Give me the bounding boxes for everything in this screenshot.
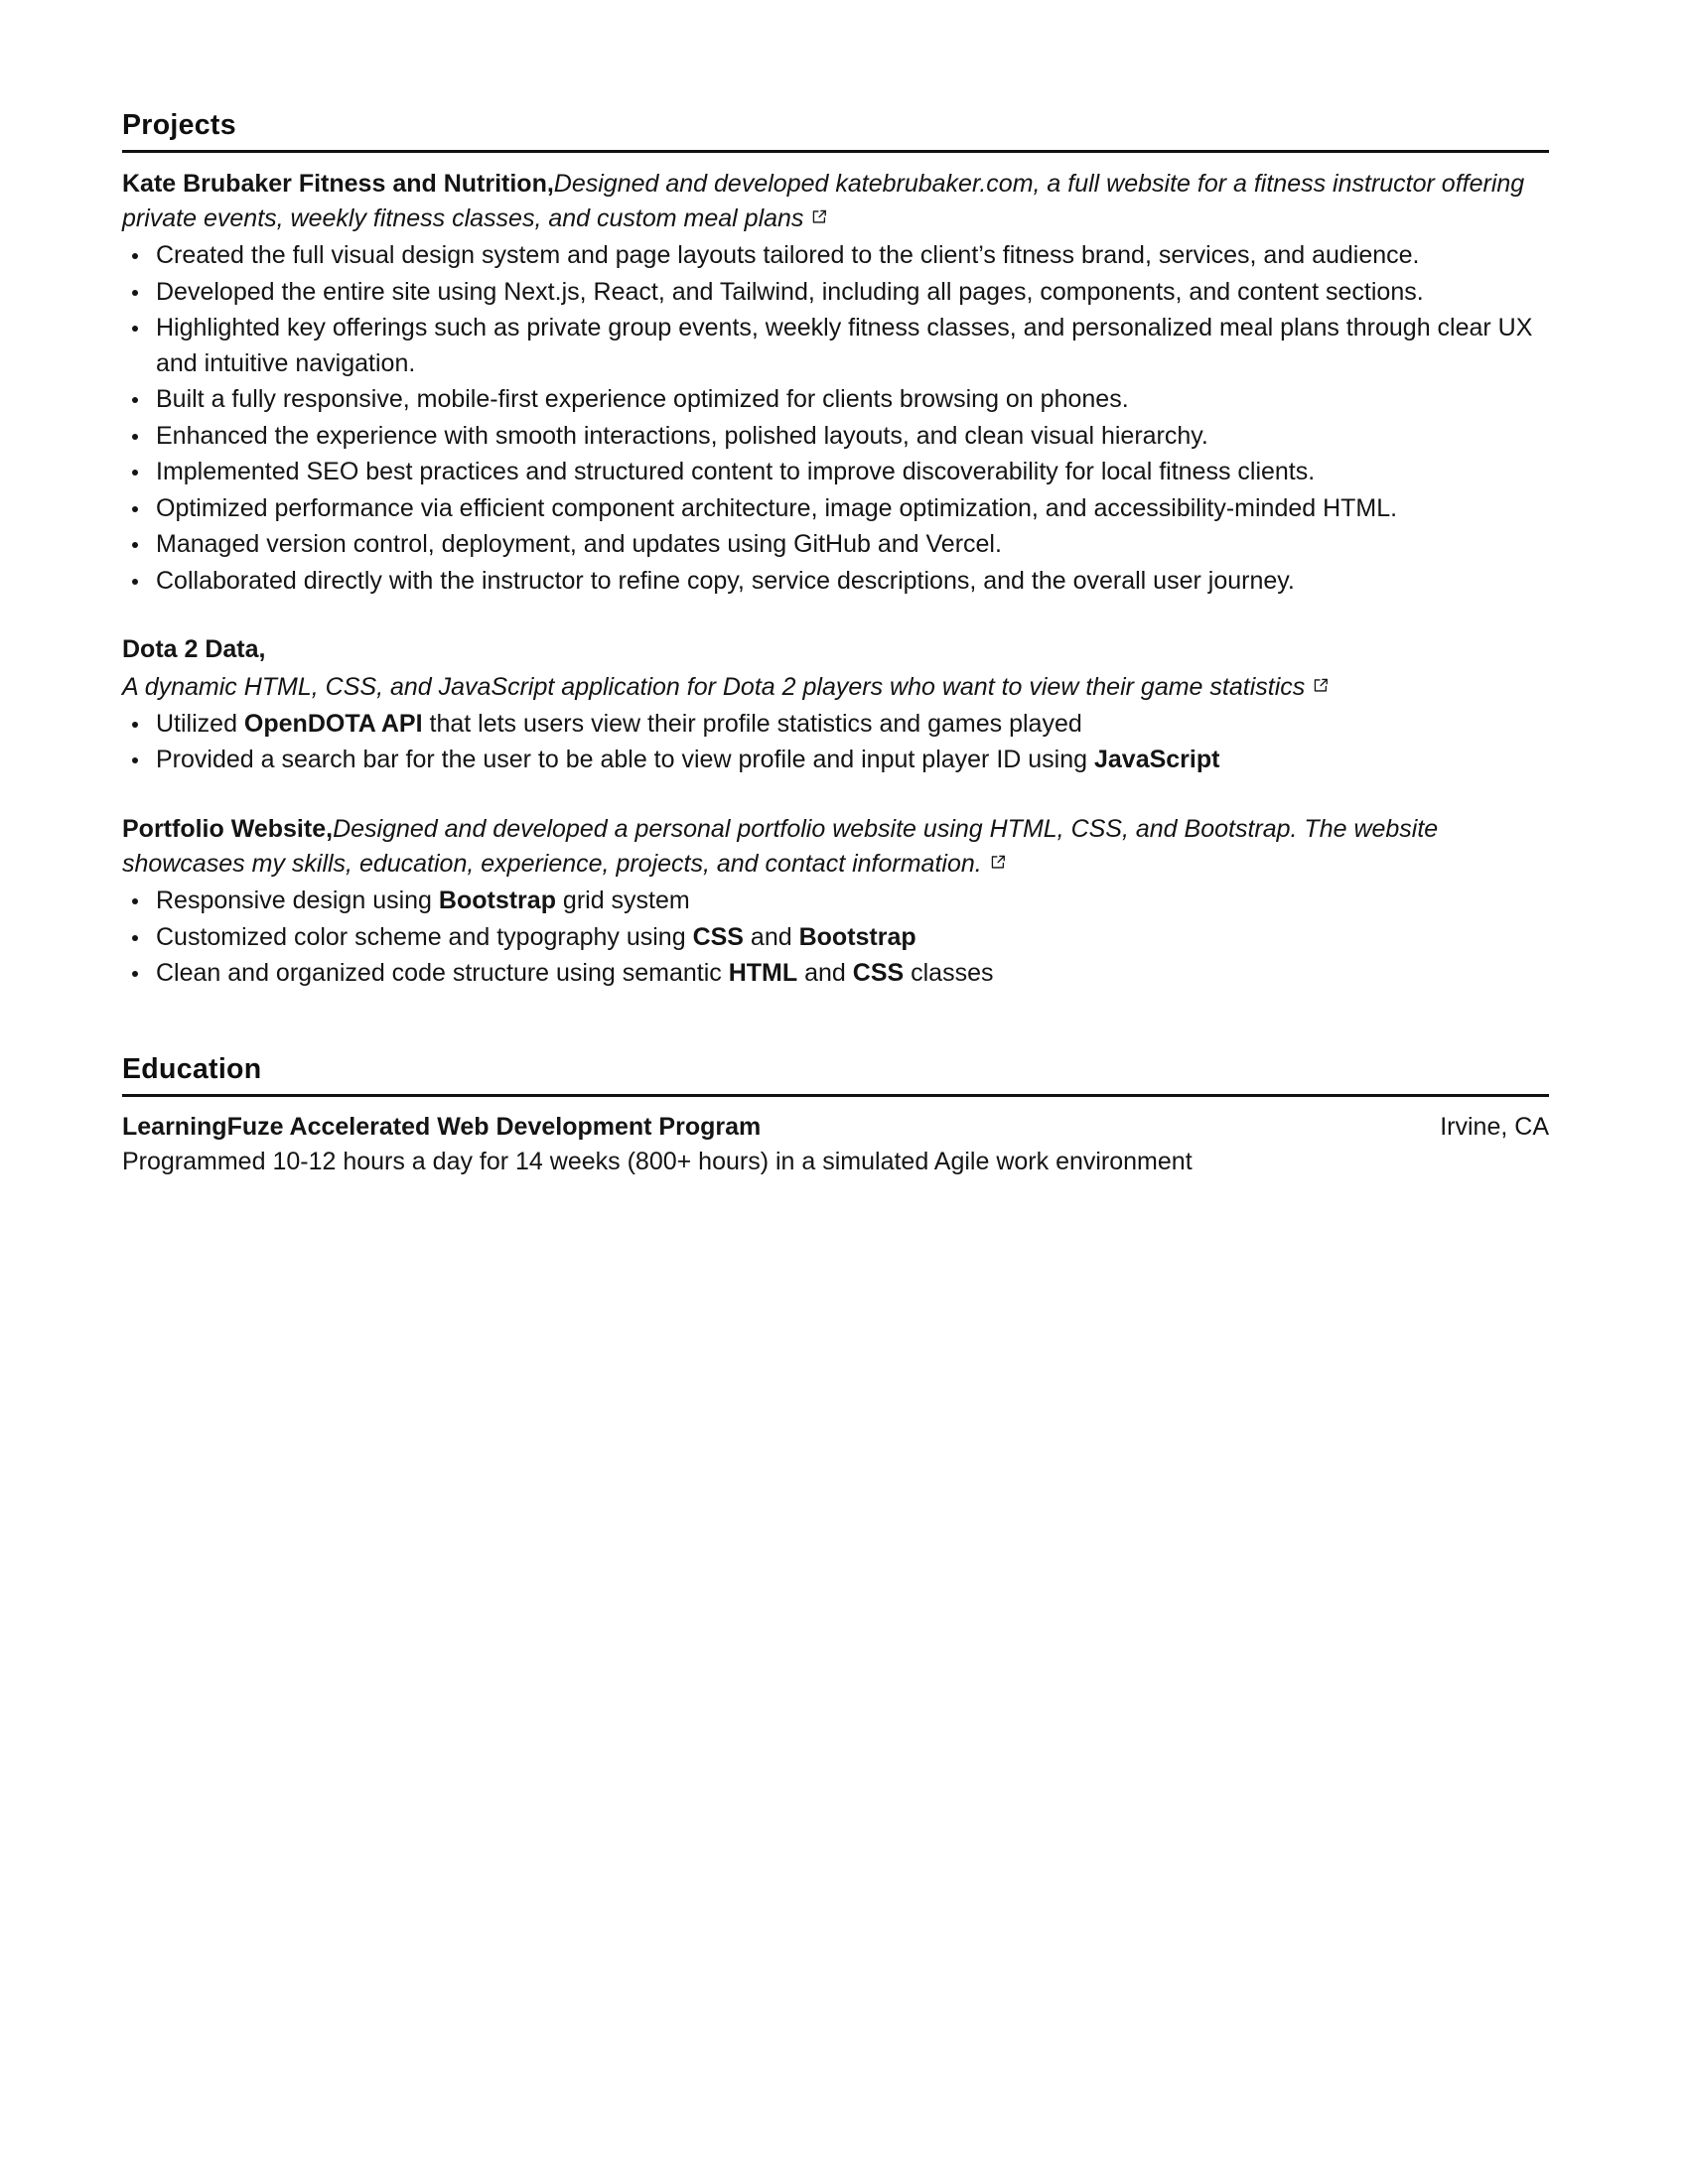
- project-description: Designed and developed a personal portfolio website using HTML, CSS, and Bootstrap. The website showcases my skills, education, experience, projects, and contact information.: [122, 814, 1439, 879]
- spacer: [122, 782, 1549, 812]
- bullet-text-after: grid system: [555, 887, 690, 915]
- list-item: [122, 956, 1549, 992]
- bullet-emphasis: JavaScript: [1093, 746, 1220, 774]
- project-bullet-list: [122, 238, 1549, 599]
- external-link-icon[interactable]: [990, 854, 1007, 871]
- list-item: [122, 743, 1549, 778]
- bullet-emphasis-2: Bootstrap: [798, 922, 916, 951]
- section-projects: [122, 109, 1549, 992]
- bullet-emphasis: OpenDOTA API: [243, 709, 423, 738]
- list-item: Highlighted key offerings such as private group events, weekly fitness classes, and personalized meal plans through clear UX and intuitive navigation.: [122, 311, 1549, 381]
- list-item: Enhanced the experience with smooth interactions, polished layouts, and clean visual hierarchy.: [122, 419, 1549, 455]
- education-header-row: [122, 1111, 1549, 1144]
- education-detail: Programmed 10-12 hours a day for 14 weeks (800+ hours) in a simulated Agile work environment: [122, 1148, 1193, 1176]
- project-lead: [122, 167, 1549, 237]
- list-item: [122, 920, 1549, 956]
- project-title: Portfolio Website,: [122, 814, 334, 843]
- project-title: Dota 2 Data,: [122, 635, 266, 664]
- bullet-text-before: Clean and organized code structure using semantic: [156, 959, 729, 988]
- bullet-emphasis: Bootstrap: [438, 887, 556, 915]
- education-location: Irvine, CA: [1440, 1112, 1549, 1141]
- section-heading-projects: Projects: [122, 109, 236, 141]
- spacer: [122, 603, 1549, 632]
- list-item: Built a fully responsive, mobile-first experience optimized for clients browsing on phones.: [122, 382, 1549, 418]
- bullet-emphasis: CSS: [692, 922, 744, 951]
- project-title: Kate Brubaker Fitness and Nutrition,: [122, 169, 554, 198]
- spacer: [122, 996, 1549, 1053]
- project-entry-kate-brubaker: [122, 167, 1549, 600]
- project-description: Designed and developed katebrubaker.com, a full website for a fitness instructor offering private events, weekly fitness classes, and custom meal plans: [122, 169, 1525, 233]
- bullet-text-after: that lets users view their profile statistics and games played: [422, 709, 1082, 738]
- bullet-text-before: Utilized: [156, 709, 244, 738]
- bullet-emphasis: HTML: [728, 959, 798, 988]
- bullet-text-mid: and: [743, 922, 799, 951]
- bullet-emphasis-2: CSS: [852, 959, 905, 988]
- section-education: [122, 1053, 1549, 1180]
- bullet-text-mid: and: [797, 959, 853, 988]
- project-entry-dota-2-data: [122, 632, 1549, 778]
- section-divider-education: [122, 1094, 1549, 1097]
- external-link-icon[interactable]: [811, 208, 828, 225]
- project-description: A dynamic HTML, CSS, and JavaScript application for Dota 2 players who want to view their game statistics: [122, 672, 1306, 701]
- section-divider-projects: [122, 150, 1549, 153]
- bullet-text-before: Responsive design using: [156, 887, 439, 915]
- external-link-icon[interactable]: [1313, 677, 1330, 694]
- list-item: [122, 707, 1549, 743]
- list-item: Developed the entire site using Next.js, React, and Tailwind, including all pages, components, and content sections.: [122, 275, 1549, 311]
- section-heading-education: Education: [122, 1052, 262, 1085]
- education-school-name: LearningFuze Accelerated Web Development Program: [122, 1112, 762, 1141]
- bullet-text-before: Provided a search bar for the user to be able to view profile and input player ID using: [156, 746, 1094, 774]
- page-content: [122, 109, 1549, 1180]
- project-entry-portfolio-website: [122, 812, 1549, 992]
- bullet-text-before: Customized color scheme and typography using: [156, 922, 693, 951]
- list-item: Created the full visual design system and page layouts tailored to the client’s fitness brand, services, and audience.: [122, 238, 1549, 274]
- list-item: Implemented SEO best practices and structured content to improve discoverability for local fitness clients.: [122, 455, 1549, 490]
- project-bullet-list: [122, 707, 1549, 778]
- project-description-line: [122, 670, 1549, 705]
- list-item: Optimized performance via efficient component architecture, image optimization, and accessibility-minded HTML.: [122, 491, 1549, 527]
- project-bullet-list: [122, 884, 1549, 992]
- project-lead: [122, 812, 1549, 883]
- list-item: [122, 884, 1549, 919]
- list-item: Managed version control, deployment, and updates using GitHub and Vercel.: [122, 527, 1549, 563]
- list-item: Collaborated directly with the instructor to refine copy, service descriptions, and the overall user journey.: [122, 564, 1549, 600]
- project-lead: [122, 632, 1549, 667]
- bullet-text-after: classes: [904, 959, 994, 988]
- education-entry: [122, 1111, 1549, 1180]
